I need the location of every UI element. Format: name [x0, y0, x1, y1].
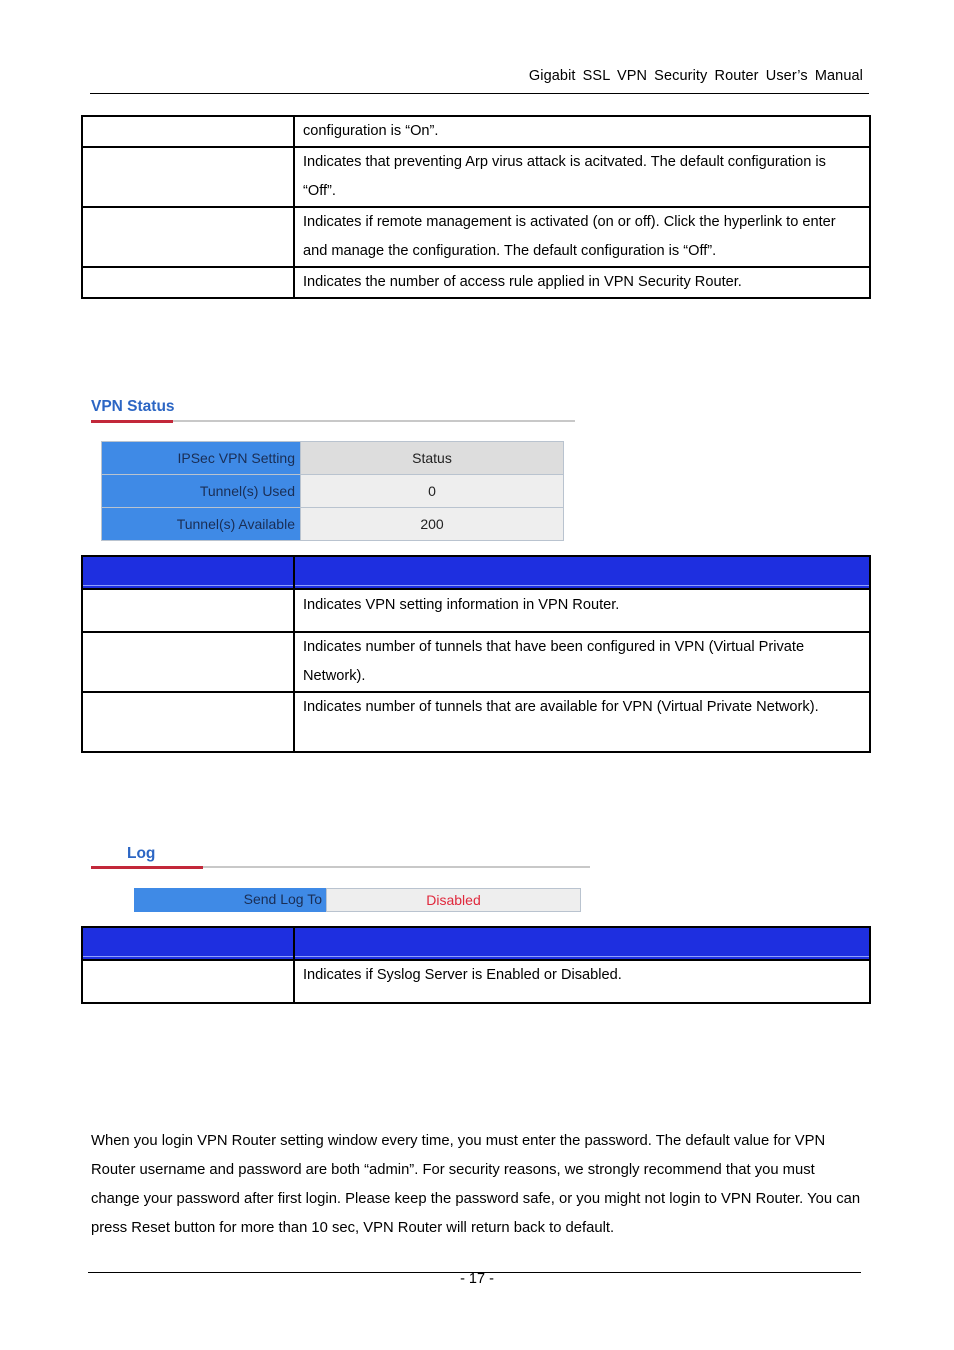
table-cell-label [82, 632, 294, 692]
ipsec-vpn-setting-label: IPSec VPN Setting [102, 442, 301, 475]
table-header-cell [82, 556, 294, 589]
tunnels-available-value: 200 [301, 508, 564, 541]
password-paragraph: When you login VPN Router setting window every time, you must enter the password. The default value for VPN Router username and password are both “admin”. For security reasons, we strongly recommend that you must change your password after first login. Please keep the password safe, or you might not login to VPN Router. You can press Reset button for more than 10 sec, VPN Router will return back to default. [91, 1133, 861, 1236]
table-header-cell [294, 927, 870, 960]
log-title: Log [127, 845, 156, 862]
table-cell-desc: Indicates VPN setting information in VPN Router. [294, 589, 870, 632]
table-cell-label [82, 207, 294, 267]
vpn-status-widget [101, 441, 564, 541]
table-cell-desc: configuration is “On”. [294, 116, 870, 147]
table-cell-label [82, 589, 294, 632]
table-row [82, 692, 870, 752]
widget-row [102, 475, 564, 508]
ipsec-vpn-setting-value: Status [301, 442, 564, 475]
table-header-row [82, 927, 870, 960]
send-log-to-value: Disabled [326, 888, 581, 912]
send-log-to-label: Send Log To [134, 888, 327, 912]
table-row [82, 632, 870, 692]
table-cell-desc: Indicates the number of access rule applied in VPN Security Router. [294, 267, 870, 298]
table-cell-desc: Indicates if remote management is activated (on or off). Click the hyperlink to enter and manage the configuration. The default configuration is “Off”. [294, 207, 870, 267]
vpn-status-title: VPN Status [91, 398, 175, 415]
table-cell-label [82, 692, 294, 752]
table-cell-label [82, 960, 294, 1003]
log-description-table [81, 926, 871, 1004]
status-description-table [81, 115, 871, 299]
vpn-status-description-table [81, 555, 871, 753]
table-cell-label [82, 147, 294, 207]
table-cell-desc: Indicates if Syslog Server is Enabled or Disabled. [294, 960, 870, 1003]
table-cell-desc: Indicates number of tunnels that are available for VPN (Virtual Private Network). [294, 692, 870, 752]
table-row [82, 589, 870, 632]
table-header-cell [82, 927, 294, 960]
page-number: - 17 - [460, 1271, 494, 1287]
table-header-row [82, 556, 870, 589]
table-row [82, 207, 870, 267]
widget-row [102, 508, 564, 541]
tunnels-used-label: Tunnel(s) Used [102, 475, 301, 508]
tunnels-available-label: Tunnel(s) Available [102, 508, 301, 541]
table-row [82, 116, 870, 147]
widget-row [102, 442, 564, 475]
table-cell-label [82, 116, 294, 147]
table-row [82, 267, 870, 298]
table-header-cell [294, 556, 870, 589]
header-rule [90, 93, 869, 94]
table-cell-desc: Indicates number of tunnels that have been configured in VPN (Virtual Private Network). [294, 632, 870, 692]
table-row [82, 960, 870, 1003]
section-accent [91, 420, 173, 423]
table-cell-label [82, 267, 294, 298]
tunnels-used-value: 0 [301, 475, 564, 508]
table-row [82, 147, 870, 207]
table-cell-desc: Indicates that preventing Arp virus attack is acitvated. The default configuration is “Off”. [294, 147, 870, 207]
section-accent [91, 866, 203, 869]
manual-title: Gigabit SSL VPN Security Router User’s Manual [528, 68, 863, 84]
